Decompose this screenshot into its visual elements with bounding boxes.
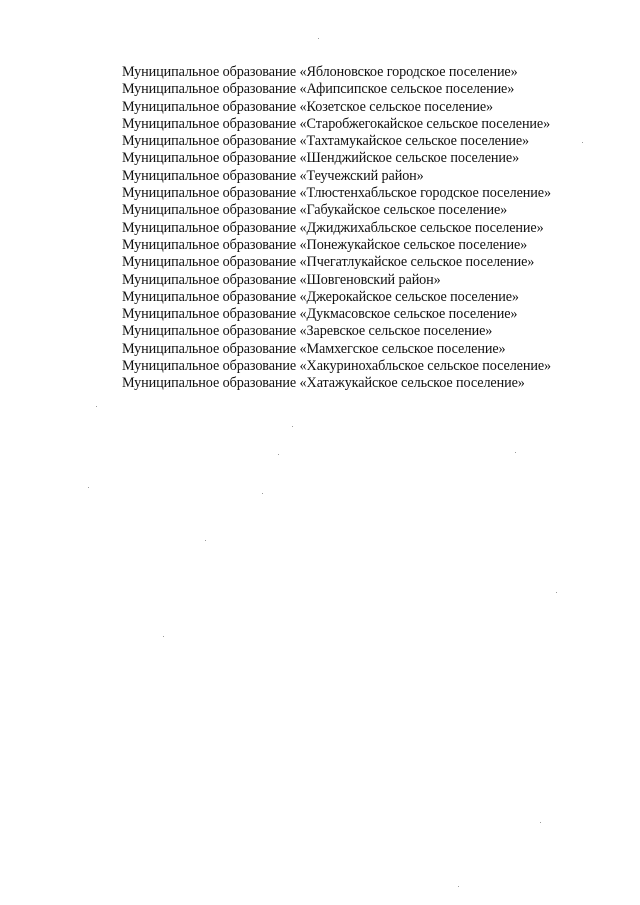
list-item: Муниципальное образование «Габукайское сельское поселение»	[122, 202, 508, 219]
list-item: Муниципальное образование «Джерокайское сельское поселение»	[122, 288, 519, 305]
scan-speck	[96, 406, 97, 407]
list-item: Муниципальное образование «Шовгеновский район»	[122, 271, 441, 288]
list-item: Муниципальное образование «Тахтамукайское сельское поселение»	[122, 133, 530, 150]
list-item: Муниципальное образование «Мамхегское сельское поселение»	[122, 340, 506, 357]
list-item: Муниципальное образование «Дукмасовское сельское поселение»	[122, 306, 518, 323]
scan-speck	[540, 822, 541, 823]
scan-speck	[163, 636, 164, 637]
scan-speck	[205, 540, 206, 541]
scan-speck	[515, 452, 516, 453]
scan-speck	[262, 493, 263, 494]
list-item: Муниципальное образование «Яблоновское городское поселение»	[122, 64, 518, 80]
scan-speck	[318, 38, 319, 39]
list-item: Муниципальное образование «Старобжегокайское сельское поселение»	[122, 115, 551, 132]
list-item: Муниципальное образование «Джиджихабльское сельское поселение»	[122, 219, 544, 236]
scan-speck	[556, 592, 557, 593]
list-item: Муниципальное образование «Козетское сельское поселение»	[122, 98, 494, 115]
scan-speck	[292, 426, 293, 427]
list-item: Муниципальное образование «Афипсипское сельское поселение»	[122, 81, 515, 98]
list-item: Муниципальное образование «Теучежский район»	[122, 167, 424, 184]
scan-speck	[278, 454, 279, 455]
scan-speck	[582, 142, 583, 143]
list-item: Муниципальное образование «Тлюстенхабльское городское поселение»	[122, 185, 551, 202]
list-item: Муниципальное образование «Заревское сельское поселение»	[122, 323, 493, 340]
list-item: Муниципальное образование «Шенджийское сельское поселение»	[122, 150, 520, 167]
municipal-entities-list	[122, 64, 622, 393]
list-item: Муниципальное образование «Понежукайское сельское поселение»	[122, 236, 528, 253]
list-item: Муниципальное образование «Пчегатлукайское сельское поселение»	[122, 254, 535, 271]
list-item: Муниципальное образование «Хатажукайское сельское поселение»	[122, 375, 525, 392]
list-item: Муниципальное образование «Хакуринохабльское сельское поселение»	[122, 358, 552, 375]
scan-speck	[458, 886, 459, 887]
scan-speck	[88, 487, 89, 488]
